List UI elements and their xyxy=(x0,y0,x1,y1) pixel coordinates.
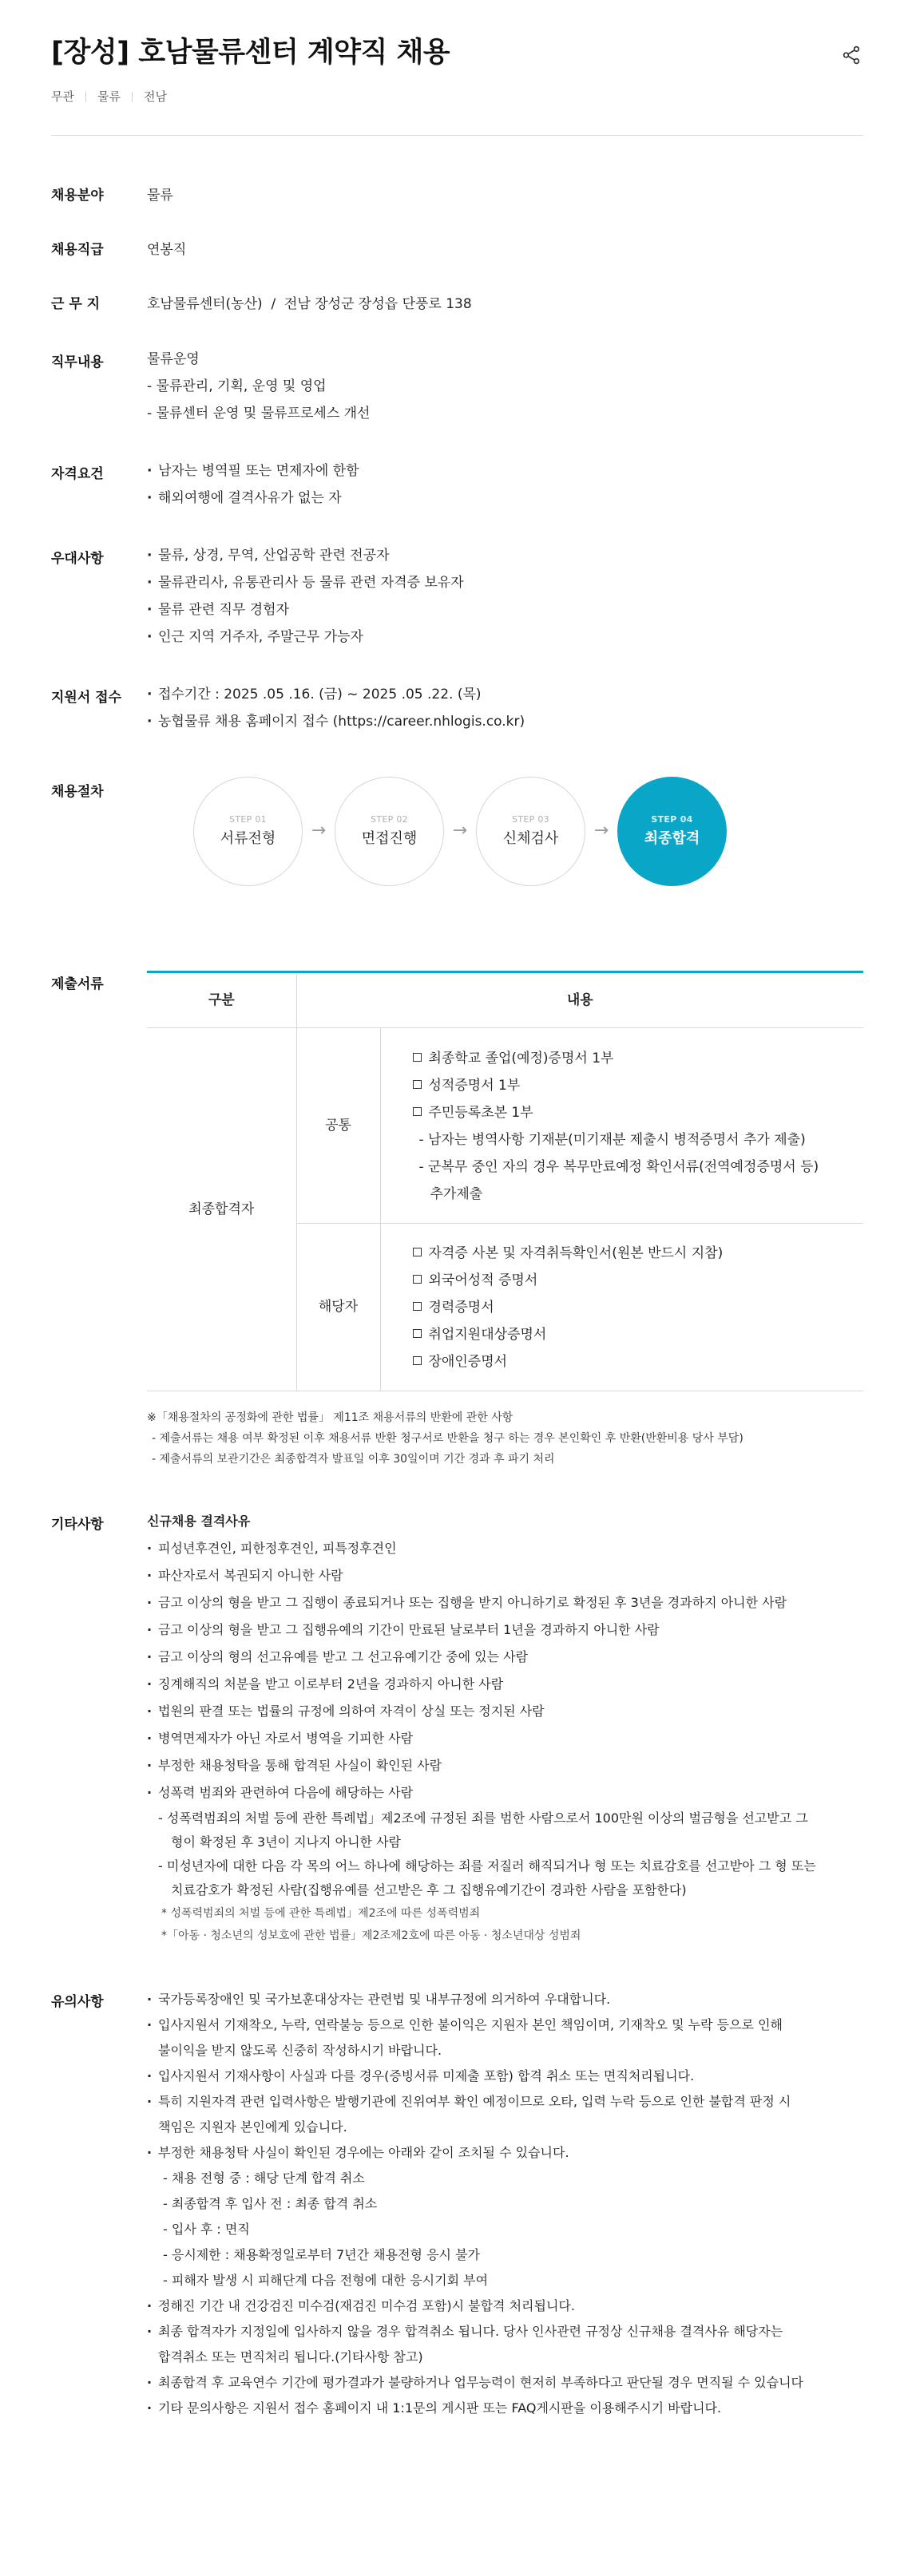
section-notice xyxy=(51,1992,863,2421)
step-3 xyxy=(476,777,585,886)
section-label: 제출서류 xyxy=(51,975,104,992)
checkbox-square-icon xyxy=(413,1302,422,1311)
section-duty xyxy=(51,352,863,427)
column-header: 내용 xyxy=(296,971,863,1027)
etc-item: · 성폭력 범죄와 관련하여 다음에 해당하는 사람 xyxy=(147,1779,863,1806)
notice-item: · 입사지원서 기재사항이 사실과 다를 경우(증빙서류 미제출 포함) 합격 취소 또는 면직처리됩니다. xyxy=(147,2064,863,2089)
list-item: 성적증명서 1부 xyxy=(413,1072,864,1099)
location-value: 호남물류센터(농산) / 전남 장성군 장성읍 단풍로 138 xyxy=(147,296,472,313)
etc-heading: 신규채용 결격사유 xyxy=(147,1513,251,1529)
preference-item: · 물류, 상경, 무역, 산업공학 관련 전공자 xyxy=(147,542,863,569)
notice-item: · 정해진 기간 내 건강검진 미수검(재검진 미수검 포함)시 불합격 처리됩니다. xyxy=(147,2293,863,2319)
application-period: · 접수기간 : 2025 .05 .16. (금) ~ 2025 .05 .22. (목) xyxy=(147,681,863,708)
etc-item: · 파산자로서 복권되지 아니한 사람 xyxy=(147,1562,863,1589)
notice-subitem: - 피해자 발생 시 피해단계 다음 전형에 대한 응시기회 부여 xyxy=(163,2272,489,2288)
checkbox-square-icon xyxy=(413,1248,422,1256)
section-documents xyxy=(51,974,863,1470)
notice-subitem: - 최종합격 후 입사 전 : 최종 합격 취소 xyxy=(163,2195,378,2211)
section-label: 채용절차 xyxy=(51,783,104,800)
etc-subitem: - 성폭력범죄의 처벌 등에 관한 특례법」제2조에 규정된 죄를 범한 사람으로서 100만원 이상의 벌금형을 선고받고 그 xyxy=(158,1810,808,1826)
etc-item: · 금고 이상의 형의 선고유예를 받고 그 선고유예기간 중에 있는 사람 xyxy=(147,1644,863,1671)
table-row xyxy=(147,1027,863,1223)
etc-item: · 부정한 채용청탁을 통해 합격된 사실이 확인된 사람 xyxy=(147,1752,863,1779)
step-name: 면접진행 xyxy=(361,829,418,847)
etc-item: · 법원의 판결 또는 법률의 규정에 의하여 자격이 상실 또는 정지된 사람 xyxy=(147,1698,863,1725)
notice-item: · 입사지원서 기재착오, 누락, 연락불능 등으로 인한 불이익은 지원자 본인 책임이며, 기재착오 및 누락 등으로 인해 불이익을 받지 않도록 신중히 작성하시기 바랍니다. xyxy=(147,2012,863,2064)
list-item: - 군복무 중인 자의 경우 복무만료예정 확인서류(전역예정증명서 등) xyxy=(418,1158,819,1175)
section-label: 채용분야 xyxy=(51,187,104,204)
checkbox-square-icon xyxy=(413,1356,422,1365)
step-4-current xyxy=(617,777,727,886)
etc-subitem: 치료감호가 확정된 사람(집행유예를 선고받은 후 그 집행유예기간이 경과한 사람을 포함한다) xyxy=(171,1882,687,1897)
section-etc xyxy=(51,1514,863,1947)
common-docs-cell xyxy=(380,1027,863,1223)
checkbox-square-icon xyxy=(413,1080,422,1089)
notice-subitem: - 채용 전형 중 : 해당 단계 합격 취소 xyxy=(163,2170,365,2186)
section-label: 유의사항 xyxy=(51,1993,104,2010)
field-value: 물류 xyxy=(147,187,173,204)
etc-item: · 금고 이상의 형을 받고 그 집행유예의 기간이 만료된 날로부터 1년을 경과하지 아니한 사람 xyxy=(147,1616,863,1644)
preference-item: · 물류 관련 직무 경험자 xyxy=(147,596,863,623)
step-2 xyxy=(335,777,444,886)
section-label: 채용직급 xyxy=(51,242,104,259)
etc-item: · 피성년후견인, 피한정후견인, 피특정후견인 xyxy=(147,1535,863,1562)
note-line: - 제출서류의 보관기간은 최종합격자 발표일 이후 30일이며 기간 경과 후 파기 처리 xyxy=(152,1452,555,1466)
rank-value: 연봉직 xyxy=(147,242,187,259)
section-label: 우대사항 xyxy=(51,550,104,567)
notice-item: · 부정한 채용청탁 사실이 확인된 경우에는 아래와 같이 조치될 수 있습니다. xyxy=(147,2140,863,2166)
arrow-right-icon: → xyxy=(452,821,468,841)
list-item: 외국어성적 증명서 xyxy=(413,1267,864,1294)
section-label: 자격요건 xyxy=(51,465,104,482)
process-steps xyxy=(193,777,863,886)
notice-item: · 특히 지원자격 관련 입력사항은 발행기관에 진위여부 확인 예정이므로 오타, 입력 누락 등으로 인한 불합격 판정 시 책임은 지원자 본인에게 있습니다. xyxy=(147,2089,863,2140)
section-location xyxy=(51,294,863,315)
posting-header xyxy=(51,0,863,136)
checkbox-square-icon xyxy=(413,1275,422,1284)
arrow-right-icon: → xyxy=(593,821,609,841)
etc-subitem: 형이 확정된 후 3년이 지나지 아니한 사람 xyxy=(171,1834,401,1850)
list-item: 최종학교 졸업(예정)증명서 1부 xyxy=(413,1045,864,1072)
tag-list xyxy=(51,88,863,106)
preference-item: · 인근 지역 거주자, 주말근무 가능자 xyxy=(147,623,863,651)
page-title: [장성] 호남물류센터 계약직 채용 xyxy=(51,37,450,69)
checkbox-square-icon xyxy=(413,1053,422,1062)
section-application xyxy=(51,687,863,735)
subcategory-cell: 공통 xyxy=(296,1027,380,1223)
notice-item: · 기타 문의사항은 지원서 접수 홈페이지 내 1:1문의 게시판 또는 FAQ게시판을 이용해주시기 바랍니다. xyxy=(147,2396,863,2421)
section-label: 지원서 접수 xyxy=(51,689,122,706)
list-item: 자격증 사본 및 자격취득확인서(원본 반드시 지참) xyxy=(413,1240,864,1267)
step-number: STEP 01 xyxy=(229,813,267,825)
etc-footnote: *「아동 · 청소년의 성보호에 관한 법률」제2조제2호에 따른 아동 · 청소년대상 성범죄 xyxy=(161,1929,581,1942)
list-item: 추가제출 xyxy=(430,1185,483,1202)
qualification-item: · 남자는 병역필 또는 면제자에 한함 xyxy=(147,457,863,485)
list-item: 취업지원대상증명서 xyxy=(413,1321,864,1348)
section-preference xyxy=(51,548,863,651)
header-divider xyxy=(51,135,863,136)
target-docs-cell xyxy=(380,1223,863,1391)
section-rank xyxy=(51,239,863,260)
share-icon[interactable] xyxy=(841,45,862,65)
preference-item: · 물류관리사, 유통관리사 등 물류 관련 자격증 보유자 xyxy=(147,569,863,596)
duty-item: - 물류관리, 기획, 운영 및 영업 xyxy=(147,378,327,394)
notice-subitem: - 입사 후 : 면직 xyxy=(163,2221,250,2237)
arrow-right-icon: → xyxy=(311,821,327,841)
bottom-spacer xyxy=(51,2421,863,2453)
list-item: 장애인증명서 xyxy=(413,1348,864,1375)
tag-divider xyxy=(85,92,86,102)
section-label: 기타사항 xyxy=(51,1516,104,1533)
etc-item: · 징계해직의 처분을 받고 이로부터 2년을 경과하지 아니한 사람 xyxy=(147,1671,863,1698)
step-number: STEP 03 xyxy=(512,813,549,825)
note-line: - 제출서류는 채용 여부 확정된 이후 채용서류 반환 청구서로 반환을 청구 하는 경우 본인확인 후 반환(반환비용 당사 부담) xyxy=(152,1431,743,1445)
step-name: 최종합격 xyxy=(644,829,700,847)
step-1 xyxy=(193,777,303,886)
section-qualification xyxy=(51,464,863,512)
etc-item: · 병역면제자가 아닌 자로서 병역을 기피한 사람 xyxy=(147,1725,863,1752)
step-name: 서류전형 xyxy=(220,829,276,847)
duty-title: 물류운영 xyxy=(147,350,200,367)
notice-item: · 국가등록장애인 및 국가보훈대상자는 관련법 및 내부규정에 의거하여 우대합니다. xyxy=(147,1987,863,2012)
notice-subitem: - 응시제한 : 채용확정일로부터 7년간 채용전형 응시 불가 xyxy=(163,2246,480,2262)
etc-footnote: * 성폭력범죄의 처벌 등에 관한 특례법」제2조에 따른 성폭력범죄 xyxy=(161,1906,481,1920)
list-item: 경력증명서 xyxy=(413,1294,864,1321)
notice-item: · 최종합격 후 교육연수 기간에 평가결과가 불량하거나 업무능력이 현저히 부족하다고 판단될 경우 면직될 수 있습니다 xyxy=(147,2370,863,2396)
list-item: 주민등록초본 1부 xyxy=(413,1099,864,1126)
tag-divider xyxy=(132,92,133,102)
notice-item: · 최종 합격자가 지정일에 입사하지 않을 경우 합격취소 됩니다. 당사 인사관련 규정상 신규채용 결격사유 해당자는 합격취소 또는 면직처리 됩니다.(기타사항 참고) xyxy=(147,2319,863,2370)
note-line: ※「채용절차의 공정화에 관한 법률」 제11조 채용서류의 반환에 관한 사항 xyxy=(147,1411,513,1424)
column-header: 구분 xyxy=(147,971,296,1027)
section-field xyxy=(51,185,863,206)
step-name: 신체검사 xyxy=(502,829,559,847)
application-site[interactable]: · 농협물류 채용 홈페이지 접수 (https://career.nhlogis.co.kr) xyxy=(147,708,863,735)
documents-notes xyxy=(147,1407,863,1470)
tag-category: 물류 xyxy=(97,89,121,104)
checkbox-square-icon xyxy=(413,1107,422,1116)
section-process xyxy=(51,782,863,886)
section-label: 근 무 지 xyxy=(51,296,101,313)
checkbox-square-icon xyxy=(413,1329,422,1338)
section-label: 직무내용 xyxy=(51,354,104,370)
tag-career: 무관 xyxy=(51,89,74,104)
qualification-item: · 해외여행에 결격사유가 없는 자 xyxy=(147,485,863,512)
etc-subitem: - 미성년자에 대한 다음 각 목의 어느 하나에 해당하는 죄를 저질러 해직되거나 형 또는 치료감호를 선고받아 그 형 또는 xyxy=(158,1858,816,1874)
etc-item: · 금고 이상의 형을 받고 그 집행이 종료되거나 또는 집행을 받지 아니하기로 확정된 후 3년을 경과하지 아니한 사람 xyxy=(147,1589,863,1616)
duty-item: - 물류센터 운영 및 물류프로세스 개선 xyxy=(147,405,371,421)
step-number: STEP 02 xyxy=(371,813,408,825)
tag-region: 전남 xyxy=(143,89,167,104)
subcategory-cell: 해당자 xyxy=(296,1223,380,1391)
category-cell: 최종합격자 xyxy=(147,1027,296,1391)
list-item: - 남자는 병역사항 기재분(미기재분 제출시 병적증명서 추가 제출) xyxy=(418,1131,806,1148)
documents-table xyxy=(147,971,863,1391)
step-number: STEP 04 xyxy=(651,813,693,825)
